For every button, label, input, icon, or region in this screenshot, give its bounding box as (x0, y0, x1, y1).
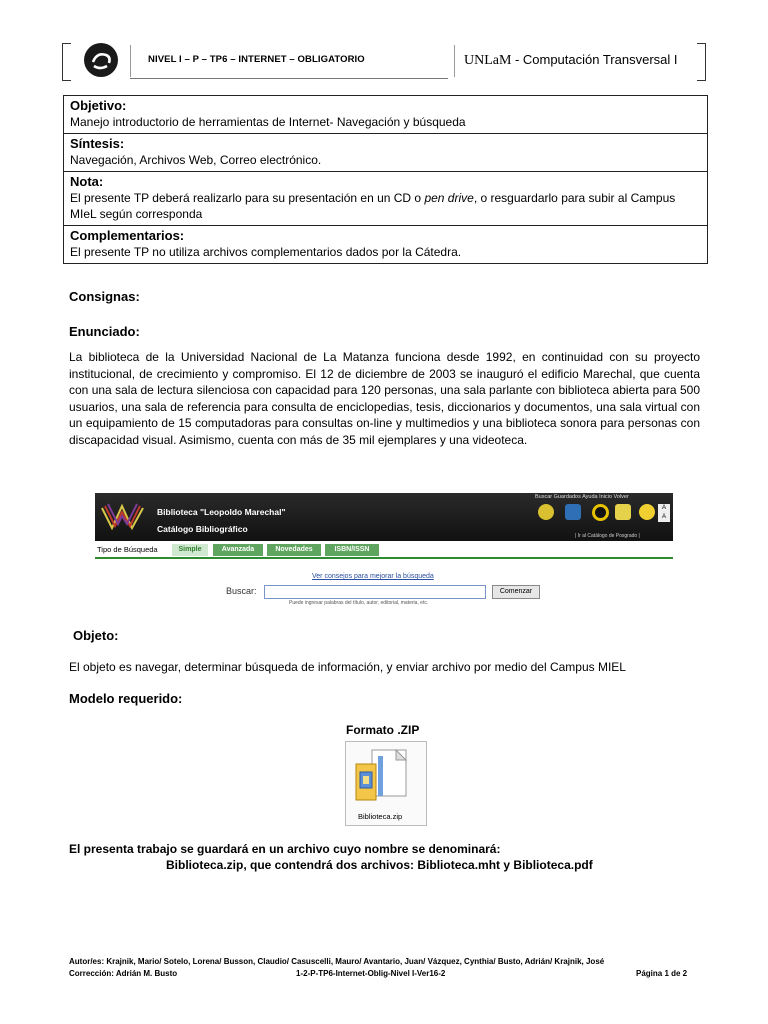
nota-text-end: , o resguardarlo para subir al Campus MIeL según corresponda (70, 191, 676, 221)
modelo-heading: Modelo requerido: (69, 691, 183, 706)
complementarios-cell (64, 226, 707, 264)
closing-line-1: El presenta trabajo se guardará en un archivo cuyo nombre se denominará: (69, 842, 501, 856)
complementarios-text: El presente TP no utiliza archivos complementarios dados por la Cátedra. (70, 245, 462, 259)
nota-heading: Nota: (70, 174, 104, 189)
font-size-icon[interactable]: A A (658, 504, 670, 522)
tab-simple[interactable]: Simple (172, 544, 208, 556)
catalog-screenshot (95, 493, 673, 613)
zip-file-name: Biblioteca.zip (358, 812, 403, 821)
nota-cell (64, 172, 707, 226)
search-hint: Puede ingresar palabras del título, autor, editorial, materia, etc. (289, 600, 429, 606)
catalog-title: Biblioteca "Leopoldo Marechal" (157, 507, 286, 517)
book-icon[interactable] (565, 504, 581, 520)
enunciado-body: La biblioteca de la Universidad Nacional de La Matanza funciona desde 1992, en continuidad con su proyecto institucional, de crecimiento y compromiso. El 12 de diciembre de 2003 se inauguró el edificio Marechal, que cuenta con una sala de lectura silenciosa con capacidad para 120 personas, una sala parlante con biblioteca abierta para 500 usuarios, una sala de referencia para consulta de enciclopedias, tesis, diccionarios y documentos, una sala virtual con un equipamiento de 15 computadoras para consultas on-line y multimedios y una biblioteca sonora para personas con discapacidad visual. Asimismo, cuenta con más de 35 mil ejemplares y una videoteca. (69, 350, 700, 447)
objetivo-heading: Objetivo: (70, 98, 127, 113)
tab-isbn-issn[interactable]: ISBN/ISSN (325, 544, 379, 556)
catalog-icon-labels: Buscar Guardados Ayuda Inicio Volver (535, 494, 629, 500)
sintesis-heading: Síntesis: (70, 136, 125, 151)
complementarios-heading: Complementarios: (70, 228, 185, 243)
nota-text (70, 190, 701, 222)
start-search-button[interactable]: Comenzar (492, 585, 540, 599)
search-tips-link[interactable]: Ver consejos para mejorar la búsqueda (312, 573, 434, 580)
sintesis-text: Navegación, Archivos Web, Correo electrónico. (70, 153, 322, 167)
subject-name: - Computación Transversal I (514, 52, 678, 67)
biblioteca-logo-icon (100, 500, 145, 534)
institution-title (464, 52, 678, 69)
header-left-bracket (62, 43, 71, 81)
objetivo-text: Manejo introductorio de herramientas de Internet- Navegación y búsqueda (70, 115, 466, 129)
back-icon[interactable] (639, 504, 655, 520)
search-label: Buscar: (226, 586, 257, 596)
zip-file-thumbnail (345, 741, 427, 826)
sintesis-cell (64, 134, 707, 172)
home-icon[interactable] (615, 504, 631, 520)
posgrado-link[interactable]: | Ir al Catálogo de Posgrado | (575, 533, 640, 539)
help-ring-icon[interactable] (592, 504, 609, 521)
header-right-bracket (697, 43, 706, 81)
closing-line-2: Biblioteca.zip, que contendrá dos archivos: Biblioteca.mht y Biblioteca.pdf (166, 858, 593, 872)
objeto-body: El objeto es navegar, determinar búsqueda de información, y enviar archivo por medio del Campus MIEL (69, 660, 626, 674)
catalog-subtitle: Catálogo Bibliográfico (157, 524, 248, 534)
unlam-logo-icon (84, 43, 118, 77)
course-level-label: NIVEL I – P – TP6 – INTERNET – OBLIGATORIO (148, 54, 365, 65)
objetivo-cell (64, 96, 707, 134)
header-underline (130, 78, 448, 79)
footer-authors: Autor/es: Krajnik, Mario/ Sotelo, Lorena/ Busson, Claudio/ Casuscelli, Mauro/ Avantario, Juan/ Vázquez, Cynthia/ Busto, Adrián/ Krajnik, José (69, 957, 605, 966)
zip-format-label: Formato .ZIP (346, 723, 420, 737)
info-table (63, 95, 708, 264)
footer-doc-code: 1-2-P-TP6-Internet-Oblig-Nivel I-Ver16-2 (296, 969, 446, 978)
objeto-heading: Objeto: (73, 628, 119, 643)
search-icon[interactable] (538, 504, 554, 520)
header-divider (454, 45, 455, 77)
search-input[interactable] (264, 585, 486, 599)
enunciado-heading: Enunciado: (69, 324, 140, 339)
footer-page-number: Página 1 de 2 (636, 969, 688, 978)
tab-avanzada[interactable]: Avanzada (213, 544, 263, 556)
header-divider (130, 45, 131, 77)
zip-archive-icon (354, 746, 416, 810)
tab-novedades[interactable]: Novedades (267, 544, 321, 556)
consignas-heading: Consignas: (69, 289, 140, 304)
search-type-label: Tipo de Búsqueda (97, 545, 158, 554)
nota-text-start: El presente TP deberá realizarlo para su presentación en un CD o (70, 191, 425, 205)
institution-name: UNLaM (464, 53, 512, 68)
footer-correction: Corrección: Adrián M. Busto (69, 969, 178, 978)
nota-text-italic: pen drive (424, 191, 474, 205)
